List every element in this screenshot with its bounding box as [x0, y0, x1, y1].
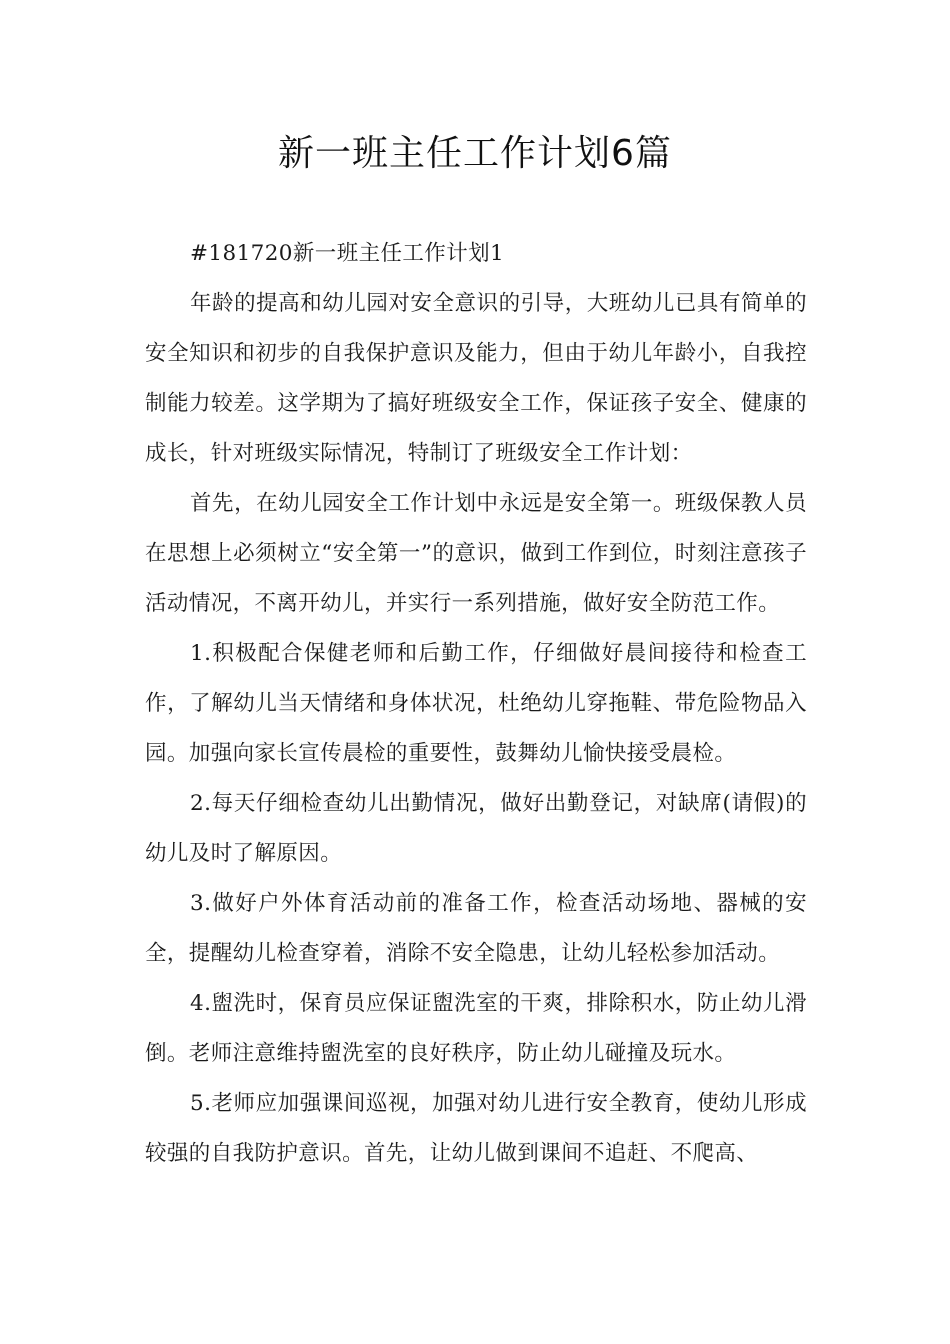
paragraph-first: 首先，在幼儿园安全工作计划中永远是安全第一。班级保教人员在思想上必须树立“安全第一”的意识，做到工作到位，时刻注意孩子活动情况，不离开幼儿，并实行一系列措施，做好安全防范工作。 [145, 491, 807, 616]
paragraph-item-2: 2.每天仔细检查幼儿出勤情况，做好出勤登记，对缺席(请假)的幼儿及时了解原因。 [145, 791, 807, 866]
paragraph-intro: 年龄的提高和幼儿园对安全意识的引导，大班幼儿已具有简单的安全知识和初步的自我保护意识及能力，但由于幼儿年龄小，自我控制能力较差。这学期为了搞好班级安全工作，保证孩子安全、健康的成长，针对班级实际情况，特制订了班级安全工作计划： [145, 291, 807, 466]
paragraph-item-1: 1.积极配合保健老师和后勤工作，仔细做好晨间接待和检查工作，了解幼儿当天情绪和身体状况，杜绝幼儿穿拖鞋、带危险物品入园。加强向家长宣传晨检的重要性，鼓舞幼儿愉快接受晨检。 [145, 641, 807, 766]
paragraph-item-3: 3.做好户外体育活动前的准备工作，检查活动场地、器械的安全，提醒幼儿检查穿着，消除不安全隐患，让幼儿轻松参加活动。 [145, 891, 807, 966]
document-body [145, 229, 807, 1179]
section-heading: #181720新一班主任工作计划1 [190, 241, 505, 266]
paragraph-item-5: 5.老师应加强课间巡视，加强对幼儿进行安全教育，使幼儿形成较强的自我防护意识。首先，让幼儿做到课间不追赶、不爬高、 [145, 1091, 807, 1166]
paragraph-item-4: 4.盥洗时，保育员应保证盥洗室的干爽，排除积水，防止幼儿滑倒。老师注意维持盥洗室的良好秩序，防止幼儿碰撞及玩水。 [145, 991, 807, 1066]
document-title: 新一班主任工作计划6篇 [278, 133, 672, 174]
